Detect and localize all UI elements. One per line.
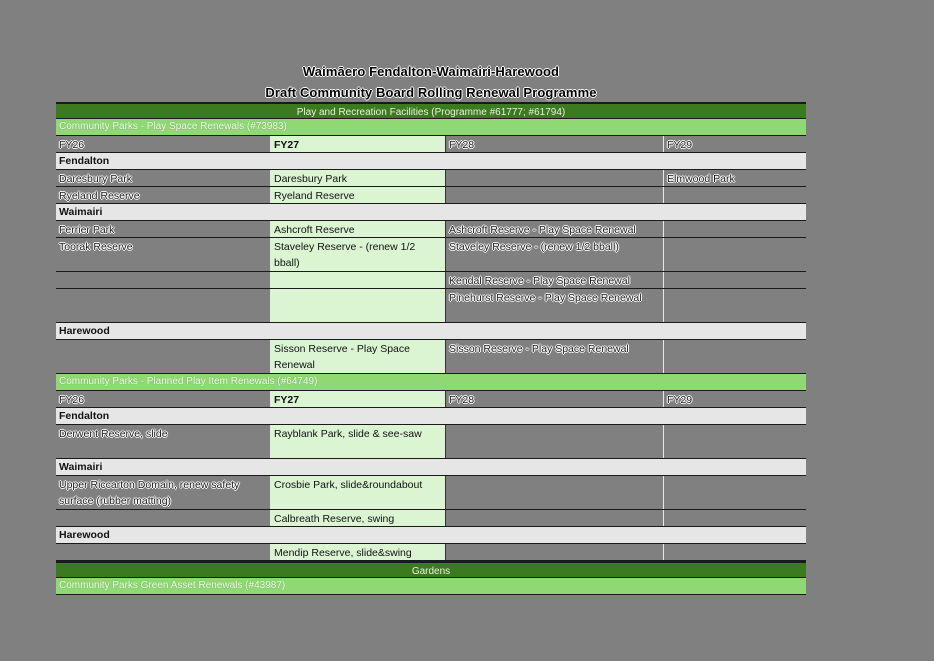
region-harewood: Harewood [56, 527, 806, 544]
section-header-play-recreation: Play and Recreation Facilities (Programme #61777; #61794) [56, 102, 806, 119]
table-row: Toorak Reserve Staveley Reserve - (renew 1/2 bball) Staveley Reserve - (renew 1/2 bball) [56, 238, 806, 272]
region-waimairi: Waimairi [56, 459, 806, 476]
year-header-row [56, 136, 806, 153]
header-fy28: FY28 [446, 391, 664, 407]
table-row: Calbreath Reserve, swing [56, 510, 806, 527]
year-header-row [56, 391, 806, 408]
subsection-header-green-asset: Community Parks Green Asset Renewals (#43987) [56, 578, 806, 595]
subsection-header-play-space: Community Parks - Play Space Renewals (#73983) [56, 119, 806, 136]
document-title: Waimāero Fendalton-Waimairi-Harewood [302, 64, 560, 79]
header-fy26: FY26 [56, 391, 271, 407]
table-row: Kendal Reserve - Play Space Renewal [56, 272, 806, 289]
region-fendalton: Fendalton [56, 153, 806, 170]
table-row: Daresbury Park Daresbury Park Elmwood Park [56, 170, 806, 187]
header-fy29: FY29 [664, 136, 806, 152]
table-row: Sisson Reserve - Play Space Renewal Sisson Reserve - Play Space Renewal [56, 340, 806, 374]
table-row: Derwent Reserve, slide Rayblank Park, slide & see-saw [56, 425, 806, 459]
header-fy27: FY27 [271, 391, 446, 407]
subsection-header-play-item: Community Parks - Planned Play Item Renewals (#64749) [56, 374, 806, 391]
document-subtitle: Draft Community Board Rolling Renewal Programme [265, 85, 597, 100]
header-fy29: FY29 [664, 391, 806, 407]
section-header-gardens: Gardens [56, 561, 806, 578]
header-fy26: FY26 [56, 136, 271, 152]
table-row: Pinehurst Reserve - Play Space Renewal [56, 289, 806, 323]
header-fy28: FY28 [446, 136, 664, 152]
table-row: Upper Riccarton Domain, renew safety surface (rubber matting) Crosbie Park, slide&roundabout [56, 476, 806, 510]
region-fendalton: Fendalton [56, 408, 806, 425]
region-harewood: Harewood [56, 323, 806, 340]
table-row: Ferrier Park Ashcroft Reserve Ashcroft Reserve - Play Space Renewal [56, 221, 806, 238]
renewal-programme-table [56, 102, 806, 595]
region-waimairi: Waimairi [56, 204, 806, 221]
header-fy27: FY27 [271, 136, 446, 152]
table-row: Ryeland Reserve Ryeland Reserve [56, 187, 806, 204]
table-row: Mendip Reserve, slide&swing [56, 544, 806, 561]
